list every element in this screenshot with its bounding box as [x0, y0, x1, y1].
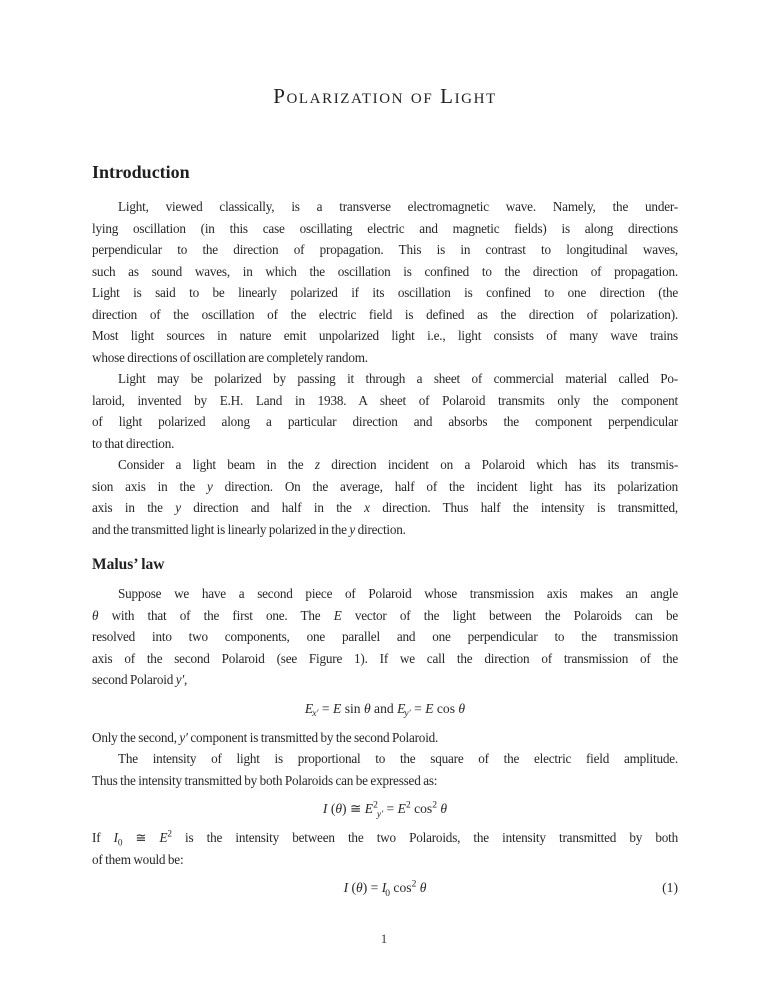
text-line	[92, 583, 678, 605]
text-column	[92, 0, 678, 906]
text-segment: direction incident on a Polaroid which has its transmis-	[319, 457, 679, 472]
text-segment: 2	[411, 879, 417, 890]
paragraph	[92, 368, 678, 454]
text-segment: E	[364, 801, 374, 816]
text-segment: Light, viewed classically, is a transverse electromagnetic wave. Namely, the under-	[118, 199, 678, 214]
text-segment: to that direction.	[92, 435, 175, 451]
paragraph	[92, 583, 678, 691]
text-line	[92, 368, 678, 390]
text-segment: θ	[92, 607, 99, 623]
text-line	[92, 304, 678, 326]
text-segment: such as sound waves, in which the oscillation is confined to the direction of propagation.	[92, 263, 678, 279]
text-segment: 2	[405, 800, 411, 811]
text-segment: y	[207, 478, 213, 494]
text-line	[92, 239, 678, 261]
equation-content	[304, 700, 466, 720]
text-line	[92, 748, 678, 770]
text-segment: direction of the oscillation of the electric field is defined as the direction of polarization).	[92, 306, 678, 322]
text-segment: E	[333, 607, 342, 623]
section-heading: Introduction	[92, 162, 190, 182]
text-line	[92, 519, 678, 541]
text-segment: cos	[433, 700, 459, 716]
text-segment: E	[425, 700, 434, 716]
text-segment: I	[322, 801, 328, 816]
text-segment: If	[92, 830, 114, 845]
equation-content	[343, 879, 427, 899]
text-segment: Consider a light beam in the	[118, 457, 315, 472]
text-segment: I	[113, 830, 118, 845]
text-segment: of them would be:	[92, 851, 184, 867]
text-segment: 2	[167, 828, 172, 839]
text-line	[92, 849, 678, 871]
text-segment: E	[397, 700, 406, 716]
text-line	[92, 497, 678, 519]
text-segment: 2	[432, 800, 437, 811]
text-segment: cos	[390, 880, 412, 895]
text-line	[92, 770, 678, 792]
paragraph	[92, 454, 678, 540]
text-segment: axis of the second Polaroid (see Figure 1). If we call the direction of transmission of the	[92, 650, 678, 666]
document-body	[92, 162, 678, 899]
text-segment: (	[327, 801, 336, 816]
text-segment: =	[410, 700, 426, 716]
text-line	[92, 347, 678, 369]
text-line	[92, 727, 678, 749]
text-segment: 2	[373, 800, 378, 811]
text-line	[92, 325, 678, 347]
paragraph	[92, 727, 678, 749]
section-heading: Malus’ law	[92, 556, 165, 573]
display-equation	[92, 698, 678, 720]
text-segment: ,	[184, 672, 188, 687]
text-segment: direction.	[355, 521, 406, 537]
paragraph	[92, 748, 678, 791]
text-line	[92, 827, 678, 849]
text-segment: component is transmitted by the second Polaroid.	[187, 729, 439, 745]
text-segment: Light may be polarized by passing it through a sheet of commercial material called Po-	[118, 371, 678, 386]
document-title: Polarization of Light	[273, 84, 497, 108]
text-line	[92, 196, 678, 218]
text-line	[92, 218, 678, 240]
text-line	[92, 648, 678, 670]
text-line	[92, 282, 678, 304]
text-segment: Only the second,	[92, 729, 180, 745]
text-segment: =	[318, 700, 333, 716]
text-line	[92, 390, 678, 412]
text-segment: x	[364, 500, 370, 515]
paragraph	[92, 827, 678, 870]
equation-content	[322, 800, 448, 820]
text-segment: I	[343, 880, 349, 895]
text-segment: perpendicular to the direction of propagation. This is in contrast to longitudinal waves,	[92, 242, 678, 257]
text-line	[92, 411, 678, 433]
text-segment: x′	[312, 709, 319, 720]
text-segment: E	[397, 801, 406, 816]
text-segment: Most light sources in nature emit unpolarized light i.e., light consists of many wave trains	[92, 328, 678, 343]
text-segment: direction. Thus half the intensity is transmitted,	[369, 500, 678, 515]
display-equation	[92, 798, 678, 820]
text-segment: (	[348, 880, 357, 895]
text-segment: θ	[363, 700, 371, 716]
text-segment: resolved into two components, one parallel and one perpendicular to the transmission	[92, 629, 678, 644]
text-segment: y′	[376, 809, 384, 820]
text-segment: laroid, invented by E.H. Land in 1938. A sheet of Polaroid transmits only the component	[92, 392, 678, 408]
text-segment: Suppose we have a second piece of Polaroid whose transmission axis makes an angle	[118, 586, 678, 601]
text-segment: Thus the intensity transmitted by both Polaroids can be expressed as:	[92, 772, 438, 788]
text-segment: E	[159, 830, 168, 845]
text-line	[92, 605, 678, 627]
text-segment: second Polaroid	[92, 672, 176, 687]
page-number: 1	[380, 931, 388, 946]
text-segment: direction and half in the	[180, 500, 365, 515]
text-segment: θ	[356, 880, 363, 895]
text-segment: E	[304, 700, 314, 716]
text-segment: 0	[385, 888, 391, 899]
display-equation	[92, 877, 678, 899]
text-segment: ) =	[362, 880, 382, 895]
text-segment: θ	[335, 801, 343, 816]
text-line	[92, 626, 678, 648]
text-line	[92, 476, 678, 498]
text-segment: of light polarized along a particular direction and absorbs the component perpendicular	[92, 414, 678, 429]
text-segment: θ	[440, 801, 448, 816]
text-segment: Light is said to be linearly polarized if its oscillation is confined to one direction (the	[92, 285, 678, 300]
text-segment: I	[381, 880, 387, 895]
text-segment: lying oscillation (in this case oscillating electric and magnetic fields) is along directions	[92, 220, 678, 236]
text-segment: sin	[341, 700, 364, 716]
text-segment: y′	[179, 729, 188, 745]
text-segment: whose directions of oscillation are completely random.	[92, 349, 368, 365]
text-segment: =	[383, 801, 398, 816]
text-segment: z	[314, 457, 320, 472]
text-segment: with that of the first one. The	[98, 607, 334, 623]
text-segment: vector of the light between the Polaroids can be	[341, 607, 678, 623]
text-segment: cos	[410, 801, 433, 816]
text-segment: y	[349, 521, 355, 537]
text-segment: θ	[458, 700, 466, 716]
text-segment: ≅	[122, 830, 160, 845]
text-segment: is the intensity between the two Polaroids, the intensity transmitted by both	[171, 830, 679, 845]
text-segment: y′	[404, 709, 411, 720]
text-segment: 0	[117, 837, 123, 848]
paragraph	[92, 196, 678, 368]
text-segment: θ	[419, 880, 427, 895]
text-segment: and	[370, 700, 398, 716]
text-segment: y′	[175, 672, 185, 687]
text-line	[92, 454, 678, 476]
text-segment: y	[175, 500, 181, 515]
text-segment: direction. On the average, half of the incident light has its polarization	[212, 478, 678, 494]
equation-number: (1)	[662, 880, 678, 895]
text-segment: ) ≅	[342, 801, 365, 816]
text-segment: E	[332, 700, 342, 716]
text-line	[92, 261, 678, 283]
text-segment: axis in the	[92, 500, 176, 515]
text-segment: The intensity of light is proportional to the square of the electric field amplitude.	[118, 751, 678, 766]
text-line	[92, 669, 678, 691]
text-line	[92, 433, 678, 455]
text-segment: and the transmitted light is linearly polarized in the	[92, 521, 350, 537]
text-segment: sion axis in the	[92, 478, 207, 494]
